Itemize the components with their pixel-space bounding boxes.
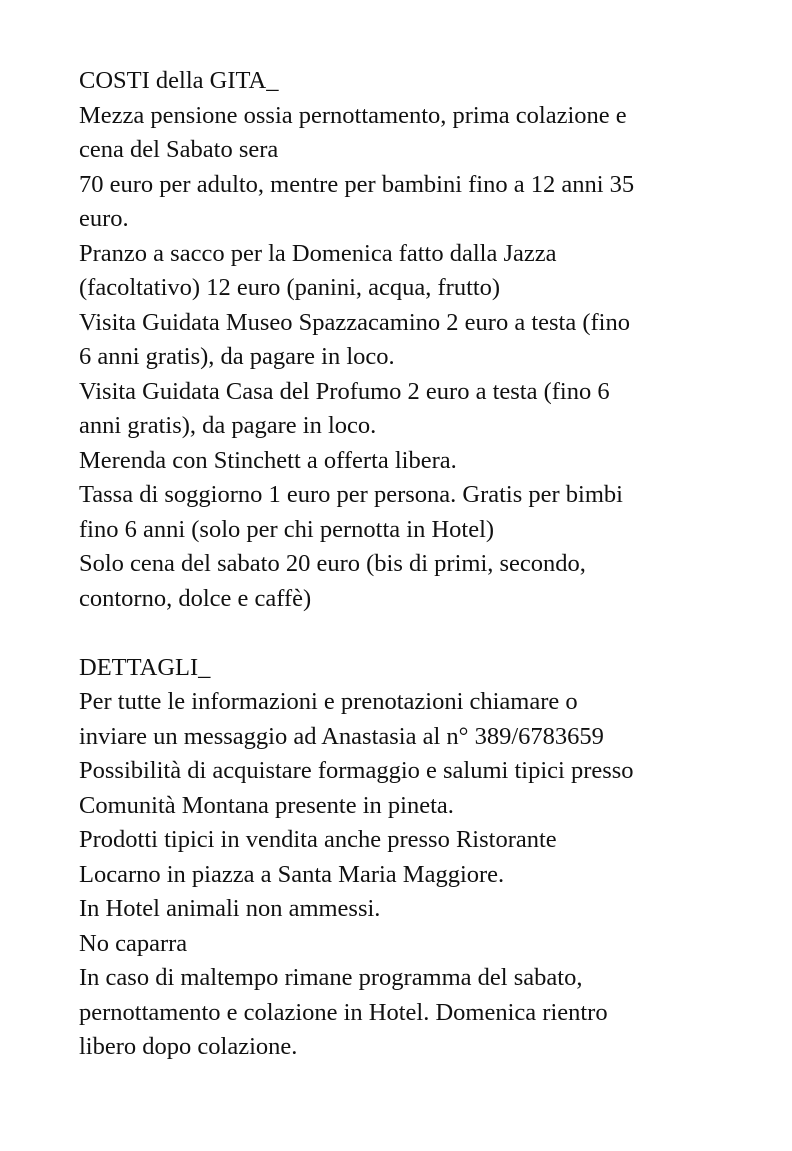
details-line: Comunità Montana presente in pineta. [79, 791, 454, 819]
costs-line: Mezza pensione ossia pernottamento, prima colazione e [79, 101, 627, 129]
costs-line: (facoltativo) 12 euro (panini, acqua, frutto) [79, 274, 501, 301]
costs-line: Visita Guidata Casa del Profumo 2 euro a testa (fino 6 [79, 377, 610, 405]
costs-line: Merenda con Stinchett a offerta libera. [79, 446, 457, 474]
details-line: In Hotel animali non ammessi. [79, 895, 381, 922]
details-line: libero dopo colazione. [79, 1033, 298, 1060]
costs-section [79, 64, 769, 616]
costs-line: euro. [79, 205, 129, 232]
costs-line: anni gratis), da pagare in loco. [79, 412, 377, 439]
costs-line: Visita Guidata Museo Spazzacamino 2 euro a testa (fino [79, 308, 630, 336]
costs-line: 6 anni gratis), da pagare in loco. [79, 343, 395, 370]
costs-heading: COSTI della GITA_ [79, 67, 279, 94]
details-line: No caparra [79, 929, 188, 957]
costs-line: Tassa di soggiorno 1 euro per persona. Gratis per bimbi [79, 481, 623, 508]
costs-line: 70 euro per adulto, mentre per bambini fino a 12 anni 35 [79, 170, 635, 198]
details-line: Locarno in piazza a Santa Maria Maggiore. [79, 860, 505, 888]
details-line: Prodotti tipici in vendita anche presso Ristorante [79, 826, 557, 853]
document-page [79, 64, 769, 1065]
costs-line: fino 6 anni (solo per chi pernotta in Hotel) [79, 515, 495, 543]
costs-line: contorno, dolce e caffè) [79, 584, 312, 612]
details-line: inviare un messaggio ad Anastasia al n° 389/6783659 [79, 722, 604, 750]
details-section [79, 651, 769, 1065]
costs-line: Pranzo a sacco per la Domenica fatto dalla Jazza [79, 239, 557, 267]
costs-line: Solo cena del sabato 20 euro (bis di primi, secondo, [79, 550, 586, 577]
details-line: In caso di maltempo rimane programma del sabato, [79, 964, 583, 991]
details-heading: DETTAGLI_ [79, 653, 211, 681]
costs-line: cena del Sabato sera [79, 136, 279, 163]
details-line: pernottamento e colazione in Hotel. Domenica rientro [79, 998, 608, 1026]
details-line: Possibilità di acquistare formaggio e salumi tipici presso [79, 757, 634, 784]
details-line: Per tutte le informazioni e prenotazioni chiamare o [79, 688, 578, 715]
